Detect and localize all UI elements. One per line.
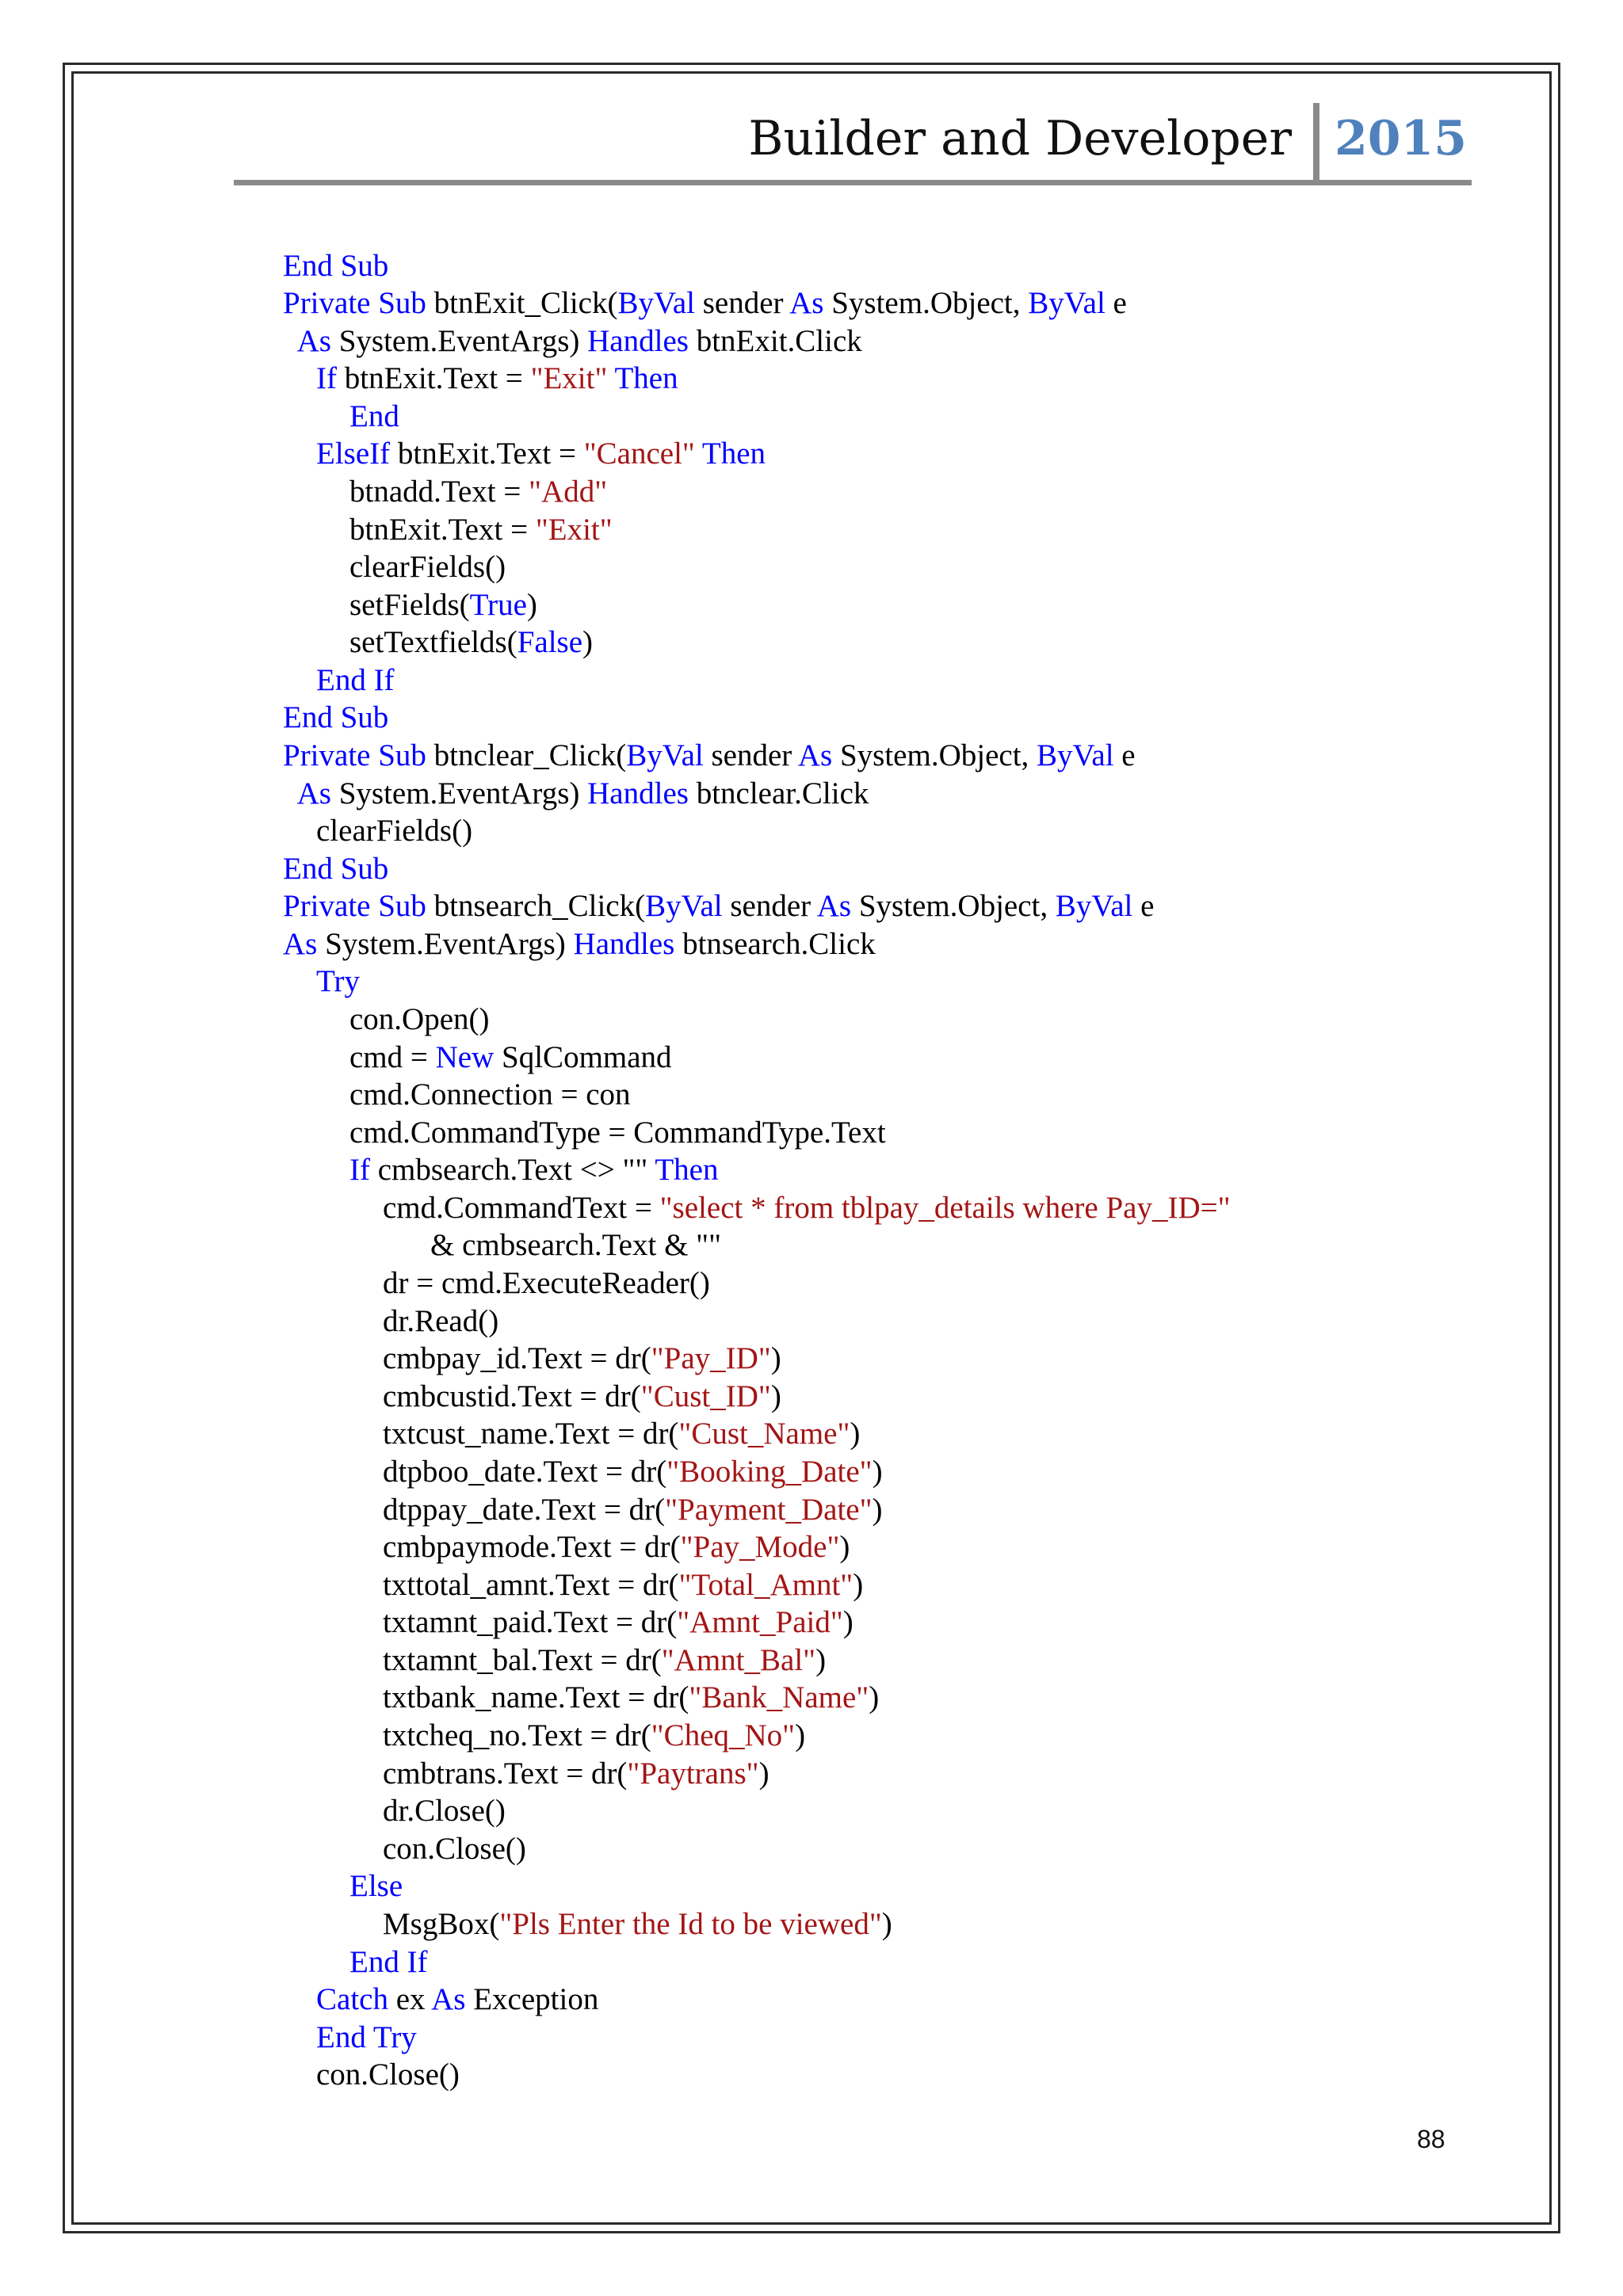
code-text: btnExit.Text = xyxy=(336,361,531,395)
code-text: btnExit.Text = xyxy=(390,437,584,471)
code-keyword: As xyxy=(816,889,852,923)
code-string: "Pls Enter the Id to be viewed" xyxy=(499,1907,882,1941)
code-keyword: Catch xyxy=(316,1982,388,2016)
code-string: "Cust_Name" xyxy=(678,1417,850,1451)
code-text: Exception xyxy=(465,1982,599,2016)
code-keyword: ByVal xyxy=(1055,889,1133,923)
code-text: cmbpay_id.Text = dr( xyxy=(383,1341,651,1375)
header-title: Builder and Developer xyxy=(748,111,1292,166)
code-string: "Paytrans" xyxy=(627,1756,759,1791)
code-line xyxy=(383,1340,781,1378)
code-keyword: As xyxy=(789,286,824,320)
code-keyword: Then xyxy=(655,1153,719,1187)
code-keyword: End Try xyxy=(316,2020,417,2054)
code-line xyxy=(349,511,613,549)
code-line xyxy=(383,1642,826,1680)
code-text: dr = cmd.ExecuteReader() xyxy=(383,1266,710,1300)
code-string: "Cheq_No" xyxy=(651,1718,796,1753)
code-line xyxy=(383,1717,805,1755)
code-text xyxy=(291,776,297,810)
code-keyword: If xyxy=(316,361,337,395)
code-text: e xyxy=(1132,889,1155,923)
code-string: "Amnt_Bal" xyxy=(661,1643,816,1677)
code-line xyxy=(383,1415,860,1453)
code-text: clearFields() xyxy=(349,550,506,584)
code-line xyxy=(316,662,395,700)
code-keyword: End xyxy=(349,399,399,433)
code-text: ) xyxy=(770,1341,781,1375)
code-line xyxy=(383,1453,883,1491)
code-text: dr.Read() xyxy=(383,1304,499,1338)
code-keyword: False xyxy=(517,625,583,659)
code-line xyxy=(383,1528,850,1566)
code-keyword: ByVal xyxy=(617,286,695,320)
code-line xyxy=(283,850,388,888)
code-line xyxy=(349,473,607,511)
code-keyword: True xyxy=(469,588,527,622)
code-line xyxy=(383,1830,526,1868)
code-keyword: Then xyxy=(614,361,678,395)
code-text: btnclear_Click( xyxy=(426,738,627,772)
code-string: "Cancel" xyxy=(583,437,695,471)
code-text: dtppay_date.Text = dr( xyxy=(383,1493,666,1527)
code-line xyxy=(283,737,1136,775)
code-keyword: Private Sub xyxy=(283,889,426,923)
code-text: btnsearch.Click xyxy=(674,927,876,961)
code-keyword: End If xyxy=(316,663,395,697)
code-text: txtamnt_paid.Text = dr( xyxy=(383,1605,678,1639)
code-line xyxy=(383,1604,854,1642)
code-line xyxy=(383,1679,879,1717)
code-string: "Payment_Date" xyxy=(665,1493,873,1527)
code-text: txttotal_amnt.Text = dr( xyxy=(383,1568,679,1602)
code-string: "Cust_ID" xyxy=(640,1379,771,1413)
code-line xyxy=(283,284,1127,322)
code-line xyxy=(383,1905,892,1943)
code-line xyxy=(349,586,537,624)
header-year: 2015 xyxy=(1335,111,1467,166)
code-keyword: Then xyxy=(701,437,766,471)
code-keyword: As xyxy=(296,776,331,810)
code-text: & cmbsearch.Text & "" xyxy=(430,1228,721,1262)
code-line xyxy=(383,1792,506,1830)
code-keyword: As xyxy=(296,324,331,358)
code-line xyxy=(349,1943,428,1981)
code-keyword: Handles xyxy=(573,927,675,961)
code-line xyxy=(349,1076,631,1114)
code-keyword: ByVal xyxy=(1037,738,1114,772)
code-text xyxy=(291,324,297,358)
code-line xyxy=(383,1264,710,1302)
code-text: System.EventArgs) xyxy=(330,324,588,358)
code-string: "Amnt_Paid" xyxy=(677,1605,843,1639)
code-line xyxy=(349,624,593,662)
code-line xyxy=(316,2056,460,2094)
code-text: ) xyxy=(842,1605,854,1639)
code-string: "Bank_Name" xyxy=(689,1680,869,1714)
code-text: cmd.Connection = con xyxy=(349,1077,631,1112)
code-text: ) xyxy=(526,588,537,622)
code-text: txtcheq_no.Text = dr( xyxy=(383,1718,651,1753)
code-keyword: ByVal xyxy=(626,738,704,772)
code-text: ) xyxy=(839,1530,850,1564)
code-keyword: End Sub xyxy=(283,852,389,886)
code-line xyxy=(283,247,388,285)
code-text: System.Object, xyxy=(832,738,1037,772)
code-keyword: End Sub xyxy=(283,700,389,734)
code-text: e xyxy=(1105,286,1127,320)
code-text: ) xyxy=(770,1379,781,1413)
code-line xyxy=(316,2019,417,2057)
code-text: sender xyxy=(703,738,798,772)
code-line xyxy=(283,925,876,963)
code-keyword: ByVal xyxy=(645,889,723,923)
code-keyword: Handles xyxy=(587,776,689,810)
code-line xyxy=(349,548,506,586)
code-text: cmd = xyxy=(349,1040,436,1074)
code-text: con.Close() xyxy=(316,2058,460,2092)
code-text: con.Open() xyxy=(349,1002,490,1036)
code-text: btnExit_Click( xyxy=(426,286,618,320)
code-text: ) xyxy=(853,1568,864,1602)
code-keyword: New xyxy=(435,1040,495,1074)
code-text: btnclear.Click xyxy=(688,776,869,810)
page-header xyxy=(0,0,1623,190)
code-string: "select * from tblpay_details where Pay_ID=" xyxy=(659,1191,1231,1225)
code-keyword: Else xyxy=(349,1869,403,1903)
code-line xyxy=(316,360,678,398)
code-keyword: End Sub xyxy=(283,249,389,283)
header-separator xyxy=(1313,103,1319,184)
code-text: ) xyxy=(758,1756,769,1791)
code-string: "Pay_ID" xyxy=(651,1341,771,1375)
code-text: System.Object, xyxy=(823,286,1029,320)
code-text: txtamnt_bal.Text = dr( xyxy=(383,1643,662,1677)
code-text: ) xyxy=(869,1680,880,1714)
code-line xyxy=(349,1039,672,1077)
code-text: clearFields() xyxy=(316,814,473,848)
code-keyword: Private Sub xyxy=(283,286,426,320)
code-text: cmbsearch.Text <> "" xyxy=(369,1153,655,1187)
code-line xyxy=(349,1151,719,1189)
code-text: sender xyxy=(722,889,817,923)
code-text: setFields( xyxy=(349,588,470,622)
code-line xyxy=(316,963,360,1001)
code-keyword: ElseIf xyxy=(316,437,391,471)
code-line xyxy=(283,699,388,737)
code-text: ) xyxy=(850,1417,861,1451)
code-string: "Add" xyxy=(529,475,608,509)
code-keyword: End If xyxy=(349,1945,428,1979)
code-line xyxy=(383,1491,883,1529)
code-text: setTextfields( xyxy=(349,625,517,659)
code-text: cmbpaymode.Text = dr( xyxy=(383,1530,681,1564)
code-text: ex xyxy=(388,1982,432,2016)
code-keyword: As xyxy=(431,1982,466,2016)
code-text: System.EventArgs) xyxy=(317,927,574,961)
code-keyword: If xyxy=(349,1153,370,1187)
code-keyword: ByVal xyxy=(1028,286,1106,320)
page-number: 88 xyxy=(1417,2125,1445,2153)
code-line xyxy=(291,322,862,360)
code-text: ) xyxy=(872,1455,883,1489)
code-line xyxy=(316,435,766,473)
code-text: dtpboo_date.Text = dr( xyxy=(383,1455,667,1489)
code-text: ) xyxy=(872,1493,883,1527)
code-string: "Exit" xyxy=(535,513,613,547)
code-text: MsgBox( xyxy=(383,1907,500,1941)
code-text: dr.Close() xyxy=(383,1794,506,1828)
code-text: con.Close() xyxy=(383,1832,526,1866)
code-line xyxy=(349,398,399,436)
code-text: e xyxy=(1113,738,1136,772)
code-text: System.EventArgs) xyxy=(330,776,588,810)
code-line xyxy=(349,1114,886,1152)
code-text: btnadd.Text = xyxy=(349,475,529,509)
code-text: txtcust_name.Text = dr( xyxy=(383,1417,679,1451)
code-line xyxy=(316,812,472,850)
code-text: sender xyxy=(694,286,790,320)
code-line xyxy=(316,1981,598,2019)
code-text: System.Object, xyxy=(851,889,1056,923)
code-line xyxy=(383,1302,498,1341)
code-text xyxy=(695,437,702,471)
code-line xyxy=(383,1378,781,1416)
code-text: SqlCommand xyxy=(494,1040,672,1074)
code-string: "Pay_Mode" xyxy=(680,1530,840,1564)
code-line xyxy=(383,1566,863,1604)
code-line xyxy=(430,1226,721,1264)
code-line xyxy=(349,1867,403,1905)
code-text: ) xyxy=(815,1643,827,1677)
header-rule xyxy=(234,180,1472,185)
code-text: cmbcustid.Text = dr( xyxy=(383,1379,641,1413)
code-text: ) xyxy=(582,625,594,659)
code-text: ) xyxy=(795,1718,806,1753)
code-line xyxy=(291,775,869,813)
code-string: "Total_Amnt" xyxy=(678,1568,854,1602)
code-string: "Booking_Date" xyxy=(666,1455,873,1489)
code-text: cmbtrans.Text = dr( xyxy=(383,1756,628,1791)
code-keyword: Try xyxy=(316,964,360,998)
code-text: cmd.CommandText = xyxy=(383,1191,660,1225)
code-text: txtbank_name.Text = dr( xyxy=(383,1680,689,1714)
code-text: btnExit.Text = xyxy=(349,513,536,547)
code-line xyxy=(383,1755,769,1793)
code-line xyxy=(383,1189,1231,1227)
code-text: ) xyxy=(881,1907,892,1941)
code-text: cmd.CommandType = CommandType.Text xyxy=(349,1116,886,1150)
code-keyword: Private Sub xyxy=(283,738,426,772)
code-line xyxy=(283,887,1154,925)
code-keyword: Handles xyxy=(587,324,689,358)
code-keyword: As xyxy=(797,738,833,772)
code-keyword: As xyxy=(283,927,318,961)
code-line xyxy=(349,1001,490,1039)
code-string: "Exit" xyxy=(530,361,608,395)
code-text: btnsearch_Click( xyxy=(426,889,646,923)
code-text: btnExit.Click xyxy=(688,324,862,358)
